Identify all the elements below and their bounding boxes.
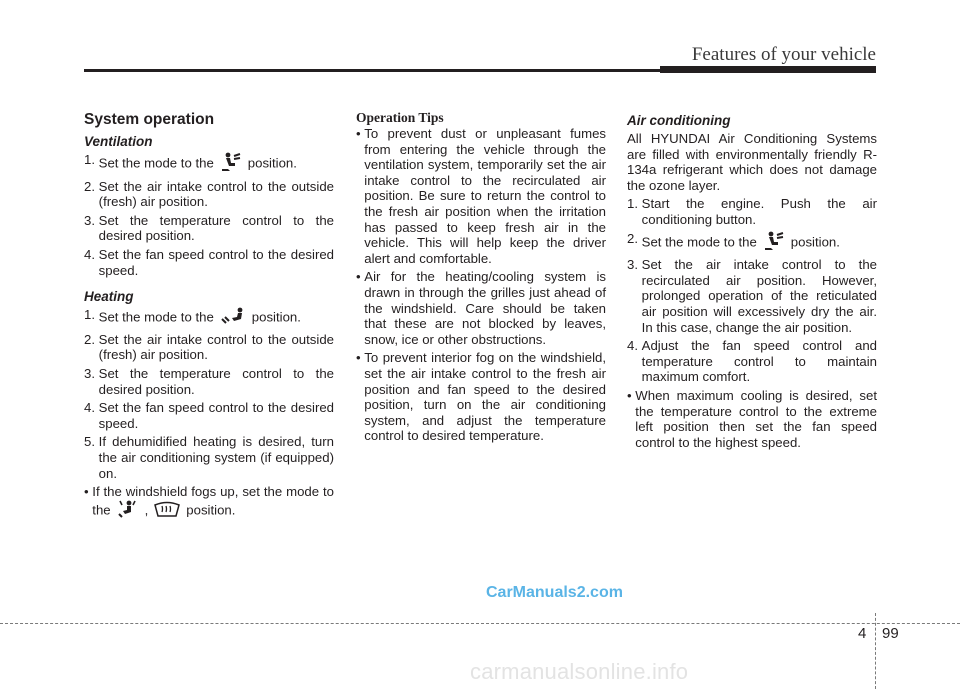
face-vent-icon: [220, 152, 242, 176]
ventilation-step-4: 4. Set the fan speed control to the desired speed.: [84, 246, 334, 278]
ventilation-heading: Ventilation: [84, 134, 153, 149]
heating-heading: Heating: [84, 289, 134, 305]
ventilation-step-1: 1. Set the mode to the position.: [84, 152, 334, 176]
footer-divider: [875, 613, 876, 689]
ac-step-1: 1. Start the engine. Push the air conditioning button.: [627, 196, 877, 227]
ventilation-step-3: 3. Set the temperature control to the desired position.: [84, 212, 334, 244]
ac-step-4: 4. Adjust the fan speed control and temperature control to maintain maximum comfort.: [627, 338, 877, 385]
header-rule: [84, 69, 662, 72]
tip-3: • To prevent interior fog on the windshield, set the air intake control to the fresh air position and fan speed to the desired position, turn on the air conditioning system, and adjust the temperature control to desired temperature.: [356, 350, 606, 444]
floor-defrost-icon: [117, 500, 139, 522]
air-conditioning-heading: Air conditioning: [627, 113, 731, 128]
heating-step-2: 2. Set the air intake control to the outside (fresh) air position.: [84, 331, 334, 363]
section-number: 4: [858, 625, 867, 642]
section-title: System operation: [84, 111, 215, 128]
ac-step-3: 3. Set the air intake control to the recirculated air position. However, prolonged operation of the reticulated air position will excessively dry the air. In this case, change the air position.: [627, 257, 877, 335]
watermark-bottom[interactable]: carmanualsonline.info: [470, 659, 689, 684]
ac-bullet: • When maximum cooling is desired, set the temperature control to the extreme left position then set the fan speed control to the highest speed.: [627, 387, 877, 450]
face-vent-icon: [763, 231, 785, 255]
ventilation-step-2: 2. Set the air intake control to the outside (fresh) air position.: [84, 178, 334, 210]
column-1: [84, 110, 334, 524]
ac-step-2: 2. Set the mode to the position.: [627, 231, 877, 255]
column-2: [356, 110, 606, 447]
watermark-link[interactable]: CarManuals2.com: [486, 584, 623, 601]
heating-step-5: 5. If dehumidified heating is desired, turn the air conditioning system (if equipped) on.: [84, 434, 334, 481]
footer-rule: [0, 623, 960, 624]
heating-step-1: 1. Set the mode to the position.: [84, 307, 334, 329]
tip-1: • To prevent dust or unpleasant fumes from entering the vehicle through the ventilation system, temporarily set the air intake control to the recirculated air position. Be sure to return the control to the fresh air position when the irritation has passed to keep fresh air in the vehicle. This will help keep the driver alert and comfortable.: [356, 126, 606, 266]
column-3: [627, 110, 877, 453]
page-number: 99: [882, 625, 899, 642]
header-rule-thick: [660, 66, 876, 73]
tip-2: • Air for the heating/cooling system is drawn in through the grilles just ahead of the windshield. Care should be taken that these are not blocked by leaves, snow, ice or other obstructions.: [356, 269, 606, 347]
floor-icon: [220, 307, 246, 329]
heating-step-4: 4. Set the fan speed control to the desired speed.: [84, 400, 334, 431]
operation-tips-heading: Operation Tips: [356, 110, 444, 125]
defrost-icon: [154, 501, 180, 521]
heating-bullet: • If the windshield fogs up, set the mode to the , position.: [84, 484, 334, 521]
ac-intro: All HYUNDAI Air Conditioning Systems are filled with environmentally friendly R-134a refrigerant which does not damage the ozone layer.: [627, 131, 877, 193]
heating-step-3: 3. Set the temperature control to the desired position.: [84, 365, 334, 397]
running-header-title: Features of your vehicle: [691, 44, 876, 65]
